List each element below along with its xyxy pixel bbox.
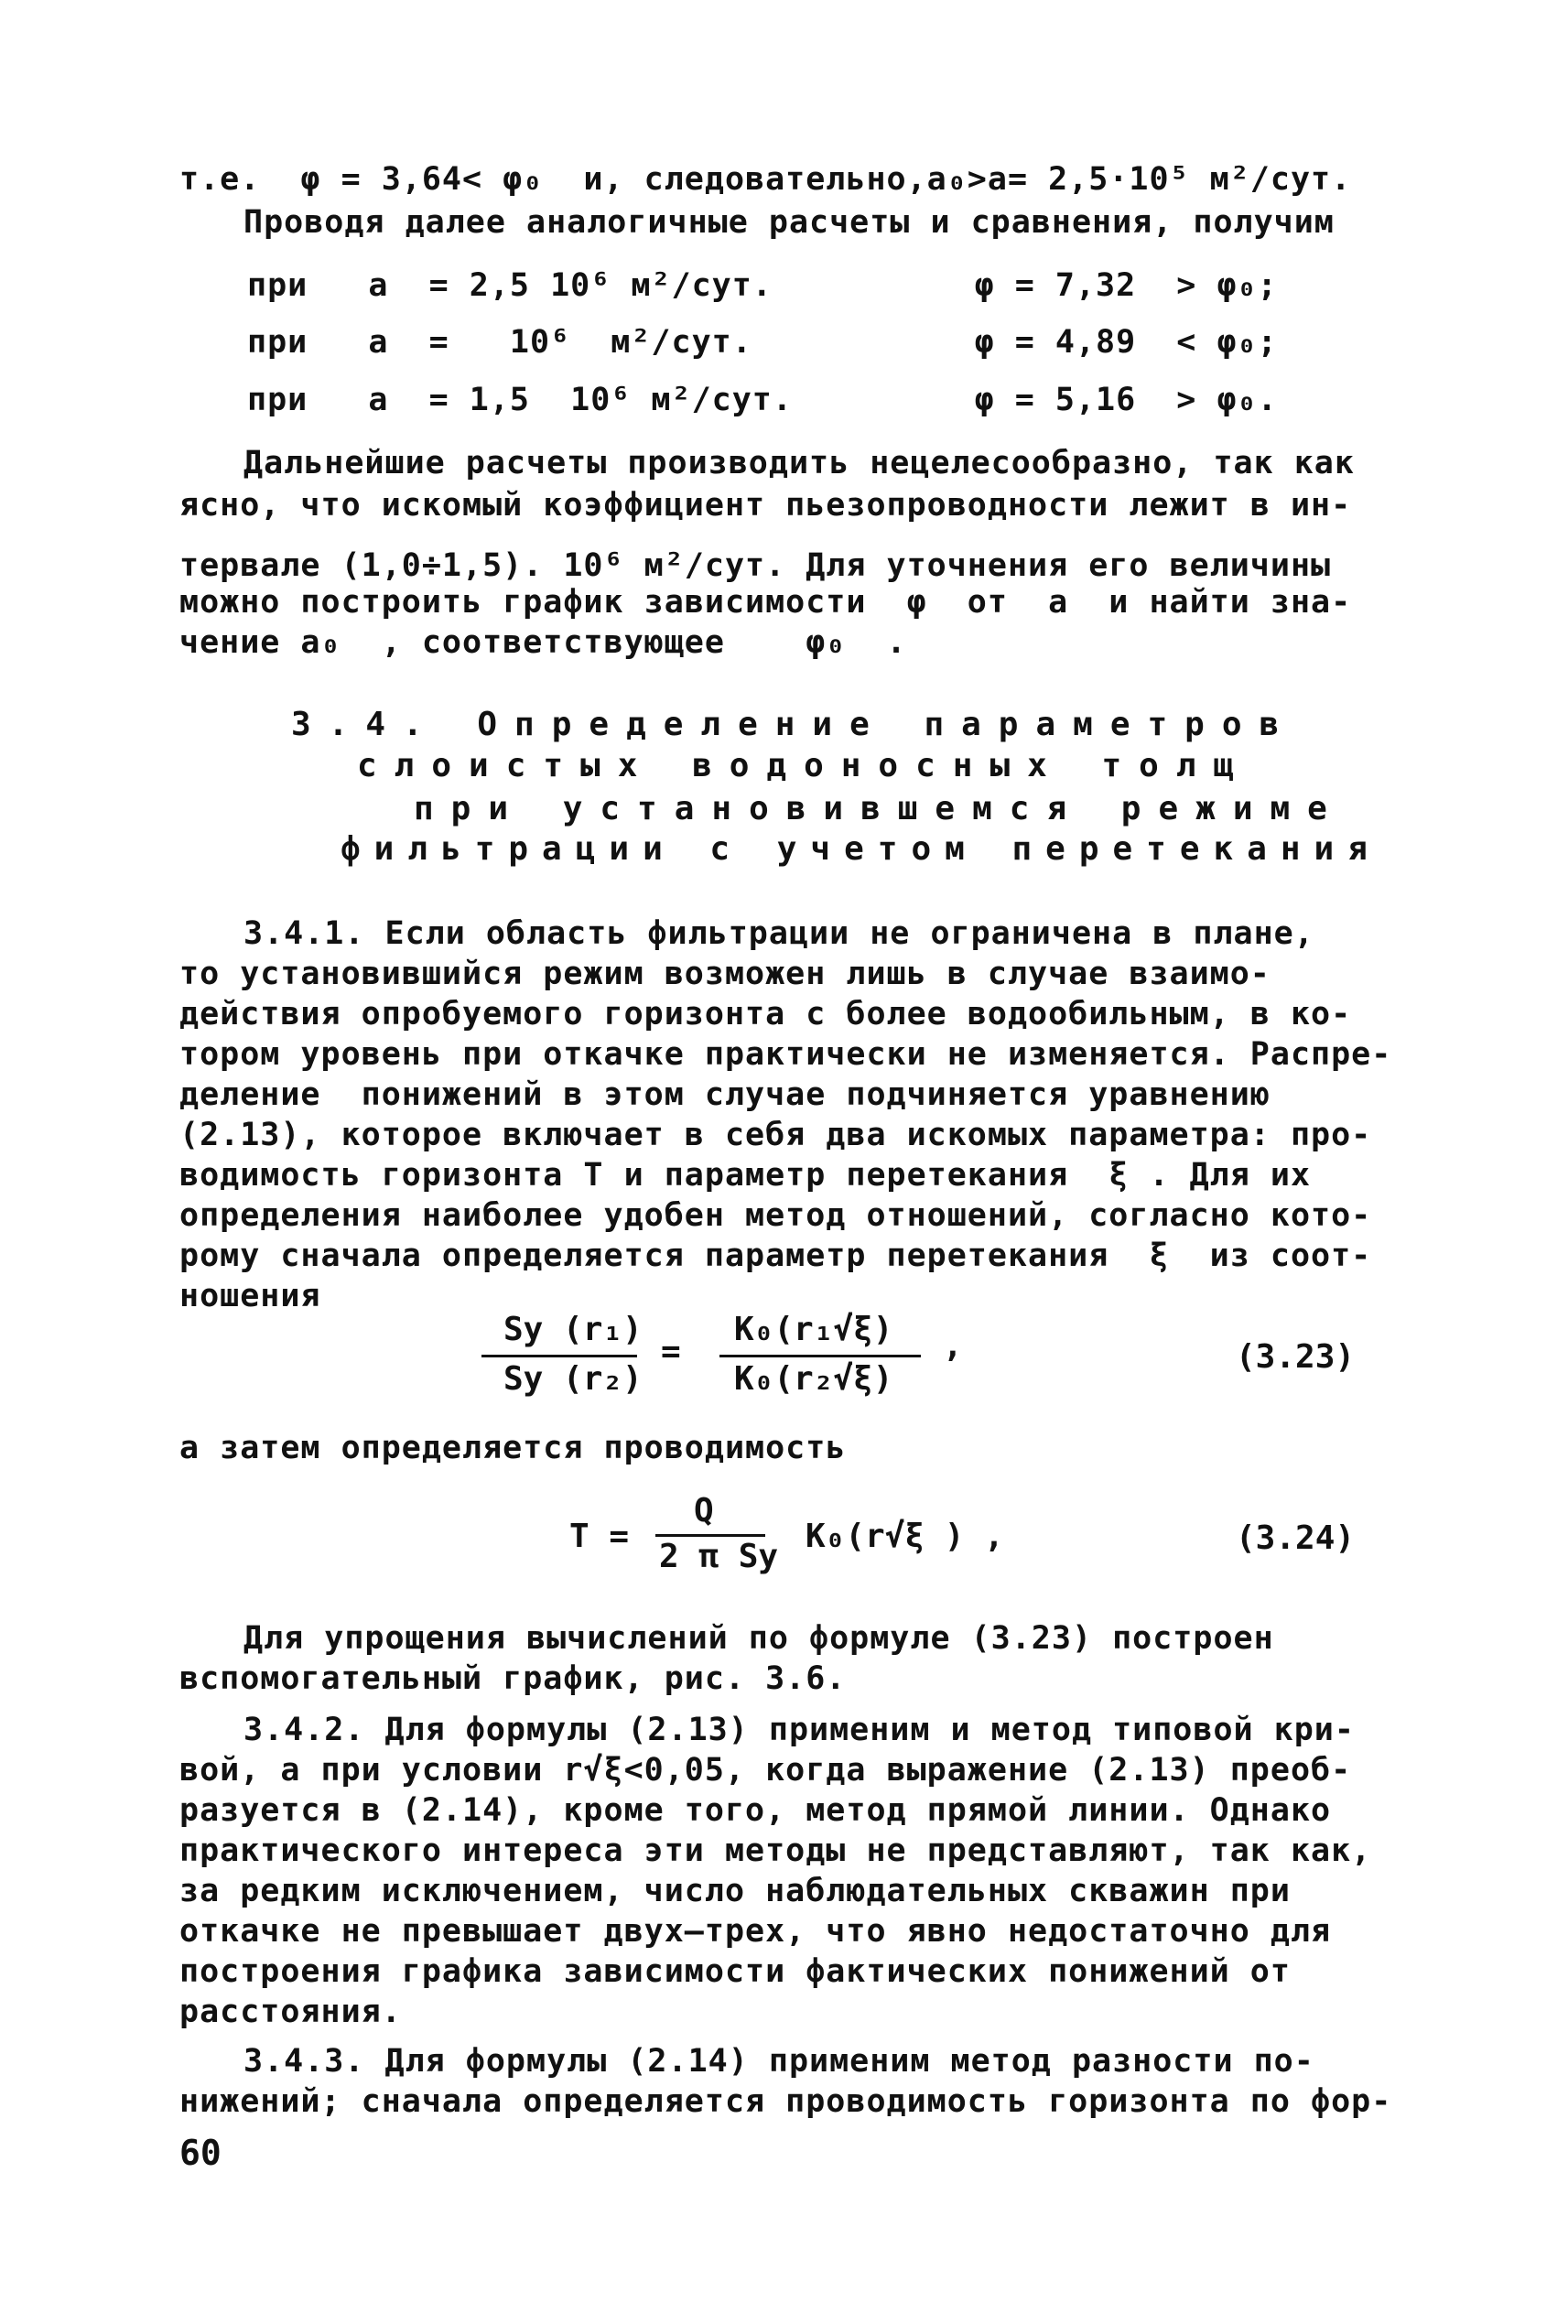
eq-rhs-numerator: K₀(r₁√ξ): [734, 1311, 893, 1348]
text-line: действия опробуемого горизонта с более водообильным, в ко-: [179, 996, 1352, 1032]
section-heading: фильтрации с учетом перетекания: [341, 830, 1381, 868]
text-line: вспомогательный график, рис. 3.6.: [179, 1660, 847, 1697]
fraction-bar: [655, 1534, 765, 1537]
text-line: за редким исключением, число наблюдательных скважин при: [179, 1873, 1291, 1909]
text-line: при a = 1,5 10⁶ м²/сут. φ = 5,16 > φ₀.: [247, 382, 1278, 418]
section-heading: при установившемся режиме: [414, 790, 1345, 827]
text-line: тором уровень при откачке практически не изменяется. Распре-: [179, 1036, 1392, 1073]
equation-3-23-rhs: [719, 1309, 921, 1400]
text-line: тервале (1,0÷1,5). 10⁶ м²/сут. Для уточнения его величины: [179, 547, 1332, 584]
text-line: Дальнейшие расчеты производить нецелесообразно, так как: [243, 445, 1355, 481]
text-line: при a = 2,5 10⁶ м²/сут. φ = 7,32 > φ₀;: [247, 267, 1278, 304]
text-line: (2.13), которое включает в себя два искомых параметра: про-: [179, 1117, 1372, 1153]
text-line: можно построить график зависимости φ от a и найти зна-: [179, 584, 1352, 621]
eq-rest: K₀(r√ξ ) ,: [806, 1518, 1004, 1555]
text-line: нижений; сначала определяется проводимость горизонта по фор-: [179, 2083, 1392, 2120]
section-heading: слоистых водоносных толщ: [357, 747, 1251, 784]
eq-denominator: 2 π Sy: [659, 1538, 779, 1575]
text-line: разуется в (2.14), кроме того, метод прямой линии. Однако: [179, 1792, 1332, 1829]
text-line: ношения: [179, 1278, 321, 1314]
text-line: чение a₀ , соответствующее φ₀ .: [179, 624, 907, 661]
eq-lhs-denominator: Sy (r₂): [503, 1360, 643, 1398]
text-line: Проводя далее аналогичные расчеты и сравнения, получим: [243, 204, 1335, 241]
text-line: откачке не превышает двух–трех, что явно недостаточно для: [179, 1913, 1332, 1950]
equation-3-23-lhs: [481, 1309, 643, 1400]
equation-number: (3.24): [1236, 1519, 1356, 1557]
text-line: 3.4.1. Если область фильтрации не ограничена в плане,: [243, 915, 1314, 952]
text-line: 3.4.2. Для формулы (2.13) применим и метод типовой кри-: [243, 1712, 1355, 1748]
section-heading: 3.4. Определение параметров: [291, 706, 1297, 743]
text-line: практического интереса эти методы не представляют, так как,: [179, 1832, 1372, 1869]
text-line: водимость горизонта T и параметр перетекания ξ . Для их: [179, 1157, 1312, 1194]
text-line: построения графика зависимости фактических понижений от: [179, 1953, 1291, 1990]
text-line: расстояния.: [179, 1994, 402, 2030]
eq-numerator: Q: [694, 1492, 714, 1530]
eq-lhs: T =: [569, 1518, 630, 1555]
eq-comma: ,: [943, 1327, 963, 1365]
text-line: рому сначала определяется параметр перетекания ξ из соот-: [179, 1238, 1372, 1274]
text-line: а затем определяется проводимость: [179, 1430, 847, 1466]
text-line: ясно, что искомый коэффициент пьезопроводности лежит в ин-: [179, 487, 1352, 524]
fraction-bar: [719, 1355, 921, 1357]
text-line: 3.4.3. Для формулы (2.14) применим метод разности по-: [243, 2043, 1314, 2080]
text-line: Для упрощения вычислений по формуле (3.23) построен: [243, 1620, 1274, 1657]
equation-3-24-fraction: [655, 1492, 779, 1584]
text-line: при a = 10⁶ м²/сут. φ = 4,89 < φ₀;: [247, 324, 1278, 361]
equation-number: (3.23): [1236, 1338, 1356, 1376]
page-number: 60: [179, 2133, 222, 2173]
eq-lhs-numerator: Sy (r₁): [503, 1311, 643, 1348]
text-line: то установившийся режим возможен лишь в случае взаимо-: [179, 956, 1271, 992]
text-line: т.е. φ = 3,64< φ₀ и, следовательно,a₀>a= 2,5·10⁵ м²/сут.: [179, 161, 1352, 198]
text-line: вой, а при условии r√ξ<0,05, когда выражение (2.13) преоб-: [179, 1752, 1352, 1789]
eq-rhs-denominator: K₀(r₂√ξ): [734, 1360, 893, 1398]
equals-sign: =: [661, 1333, 681, 1370]
text-line: деление понижений в этом случае подчиняется уравнению: [179, 1076, 1271, 1113]
text-line: определения наиболее удобен метод отношений, согласно кото-: [179, 1197, 1372, 1234]
fraction-bar: [481, 1355, 637, 1357]
